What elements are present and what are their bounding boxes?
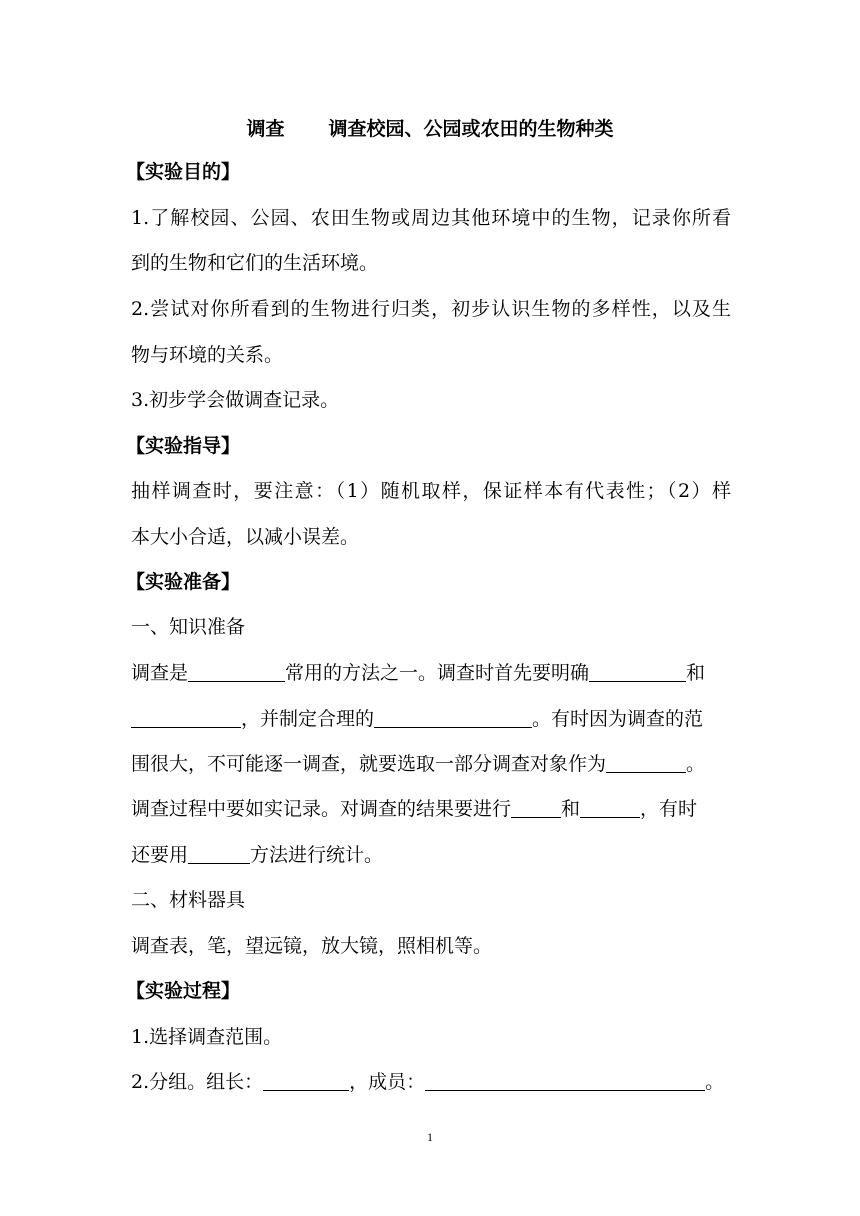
- fill-blank[interactable]: [131, 705, 241, 728]
- knowledge-line-1: [131, 659, 731, 687]
- k5-text-a: 还要用: [131, 844, 189, 866]
- guide-line-2: 本大小合适，以减小误差。: [131, 526, 360, 548]
- section-purpose-heading: 【实验目的】: [126, 161, 241, 183]
- purpose-item-2-line-1: 2.尝试对你所看到的生物进行归类，初步认识生物的多样性，以及生: [131, 298, 731, 320]
- members-blank[interactable]: [425, 1068, 705, 1091]
- fill-blank[interactable]: [188, 659, 285, 682]
- purpose-item-1-line-1: 1.了解校园、公园、农田生物或周边其他环境中的生物，记录你所看: [131, 207, 731, 229]
- purpose-item-2-line-2: 物与环境的关系。: [131, 344, 284, 366]
- title-part2: 调查校园、公园或农田的生物种类: [328, 118, 614, 140]
- section-process-heading: 【实验过程】: [126, 980, 241, 1002]
- s2-text-end: 。: [705, 1071, 725, 1093]
- guide-line-1: 抽样调查时，要注意：（1）随机取样，保证样本有代表性；（2）样: [131, 480, 731, 502]
- process-step-1: 1.选择调查范围。: [131, 1026, 283, 1048]
- materials-list: 调查表，笔，望远镜，放大镜，照相机等。: [131, 935, 493, 957]
- k1-text-c: 和: [686, 662, 706, 684]
- fill-blank[interactable]: [374, 705, 532, 728]
- k5-text-b: 方法进行统计。: [250, 844, 384, 866]
- k1-text-b: 常用的方法之一。调查时首先要明确: [285, 662, 590, 684]
- k3-text-end: 。: [686, 753, 706, 775]
- knowledge-line-3: [131, 750, 731, 778]
- k2-text-a: ，并制定合理的: [241, 708, 375, 730]
- materials-heading: 二、材料器具: [131, 889, 246, 911]
- fill-blank[interactable]: [511, 795, 561, 818]
- page-number: 1: [427, 1130, 433, 1144]
- section-guide-heading: 【实验指导】: [126, 435, 241, 457]
- page-title: [0, 114, 860, 141]
- k3-text: 围很大，不可能逐一调查，就要选取一部分调查对象作为: [131, 753, 607, 775]
- k4-text-c: ，有时: [640, 798, 698, 820]
- k2-text-b: 。有时因为调查的范: [532, 708, 704, 730]
- s2-text-b: ，成员：: [349, 1071, 426, 1093]
- knowledge-line-4: [131, 795, 731, 823]
- k1-text-a: 调查是: [131, 662, 189, 684]
- s2-text-a: 2.分组。组长：: [131, 1071, 264, 1093]
- fill-blank[interactable]: [188, 841, 250, 864]
- knowledge-line-5: [131, 841, 731, 869]
- knowledge-line-2: [131, 705, 731, 733]
- fill-blank[interactable]: [580, 795, 640, 818]
- section-prep-heading: 【实验准备】: [126, 571, 241, 593]
- leader-blank[interactable]: [263, 1068, 349, 1091]
- fill-blank[interactable]: [606, 750, 686, 773]
- purpose-item-1-line-2: 到的生物和它们的生活环境。: [131, 252, 379, 274]
- purpose-item-3: 3.初步学会做调查记录。: [131, 389, 340, 411]
- k4-text-b: 和: [561, 798, 581, 820]
- title-part1: 调查: [246, 118, 285, 140]
- k4-text-a: 调查过程中要如实记录。对调查的结果要进行: [131, 798, 512, 820]
- knowledge-heading: 一、知识准备: [131, 616, 246, 638]
- process-step-2: [131, 1068, 731, 1096]
- fill-blank[interactable]: [589, 659, 686, 682]
